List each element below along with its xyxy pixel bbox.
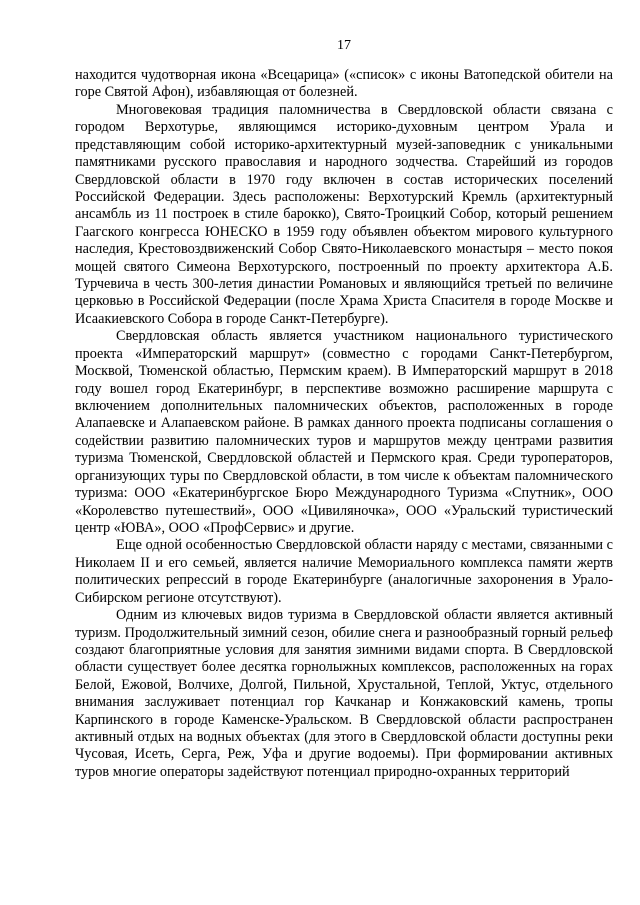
body-text xyxy=(75,67,613,781)
paragraph-active-tourism: Одним из ключевых видов туризма в Свердловской области является активный туризм. Продолжительный зимний сезон, обилие снега и разнообразный горный рельеф создают благоприятные условия для занятия зимними видами спорта. В Свердловской области существует более десятка горнолыжных комплексов, расположенных на горах Белой, Ежовой, Волчихе, Долгой, Пильной, Хрустальной, Теплой, Уктус, отдельного внимания заслуживает потенциал гор Качканар и Конжаковский камень, тропы Карпинского в городе Каменске-Уральском. В Свердловской области распространен активный отдых на водных объектах (для этого в Свердловской области доступны реки Чусовая, Исеть, Серга, Реж, Уфа и другие водоемы). При формировании активных туров многие операторы задействуют потенциал природно-охранных территорий xyxy=(75,607,613,780)
paragraph-memorial-complex: Еще одной особенностью Свердловской области наряду с местами, связанными с Николаем II и его семьей, является наличие Мемориального комплекса памяти жертв политических репрессий в городе Екатеринбурге (аналогичные захоронения в Урало-Сибирском регионе отсутствуют). xyxy=(75,537,613,606)
paragraph-continuation-icon-vsetsaritsa: находится чудотворная икона «Всецарица» («список» с иконы Ватопедской обители на горе Святой Афон), избавляющая от болезней. xyxy=(75,67,613,101)
paragraph-imperial-route: Свердловская область является участником национального туристического проекта «Императорский маршрут» (совместно с городами Санкт-Петербургом, Москвой, Тюменской областью, Пермским краем). В Императорский маршрут в 2018 году вошел город Екатеринбург, в перспективе возможно расширение маршрута с включением дополнительных паломнических объектов, расположенных в городе Алапаевске и Алапаевском районе. В рамках данного проекта подписаны соглашения о содействии развитию паломнических туров и маршрутов между центрами развития туризма Тюменской, Свердловской областей и Пермского края. Среди туроператоров, организующих туры по Свердловской области, в том числе к объектам паломнического туризма: ООО «Екатеринбургское Бюро Международного Туризма «Спутник», ООО «Королевство путешествий», ООО «Цивиляночка», ООО «Уральский туристический центр «ЮВА», ООО «ПрофСервис» и другие. xyxy=(75,328,613,536)
paragraph-verkhoturye-pilgrimage: Многовековая традиция паломничества в Свердловской области связана с городом Верхотурье, являющимся историко-духовным центром Урала и представляющим собой историко-архитектурный музей-заповедник с уникальными памятниками русского православия и народного зодчества. Старейший из городов Свердловской области в 1970 году включен в состав исторических поселений Российской Федерации. Здесь расположены: Верхотурский Кремль (архитектурный ансамбль из 11 построек в стиле барокко), Свято-Троицкий Собор, который решением Гаагского конгресса ЮНЕСКО в 1959 году объявлен объектом мирового культурного наследия, Крестовоздвиженский Собор Свято-Николаевского монастыря – место покоя мощей святого Симеона Верхотурского, построенный по проекту архитектора А.Б. Турчевича в честь 300-летия династии Романовых и являющийся третьей по величине церковью в Российской Федерации (после Храма Христа Спасителя в городе Москве и Исаакиевского Собора в городе Санкт-Петербурге). xyxy=(75,101,613,327)
page-number: 17 xyxy=(337,38,351,53)
